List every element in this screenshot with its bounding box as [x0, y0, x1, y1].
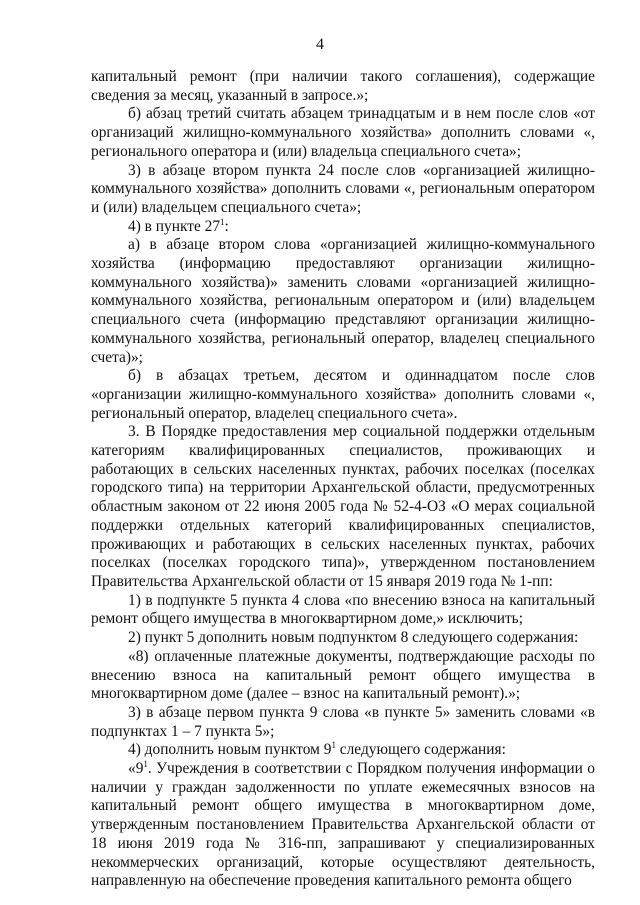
paragraph-text: . Учреждения в соответствии с Порядком получения информации о наличии у граждан задолженности по уплате ежемесячных взносов на капитальный ремонт общего имущества в многоквартирном доме, утвержденным постановлением Правительства Архангельской области от 18 июня 2019 года № 316-пп, запрашивают у специализированных некоммерческих организаций, которые осуществляют деятельность, направленную на обеспечение проведения капитального ремонта общего: [91, 760, 595, 890]
paragraph-p3: [91, 162, 595, 218]
paragraph-text: «9: [128, 760, 144, 778]
paragraph-text: «8) оплаченные платежные документы, подтверждающие расходы по внесению взноса на капитальный ремонт общего имущества в многоквартирном доме (далее – взнос на капитальный ремонт).»;: [91, 647, 595, 703]
superscript: 1: [331, 740, 336, 751]
paragraph-p11: [91, 704, 595, 741]
paragraph-p7: [91, 423, 595, 591]
document-body: [91, 68, 595, 891]
paragraph-p9: [91, 629, 595, 648]
page-number: 4: [316, 36, 324, 53]
paragraph-text: б) абзац третий считать абзацем тринадцатым и в нем после слов «от организаций жилищно-коммунального хозяйства» дополнить словами «, регионального оператора и (или) владельца специального счета»;: [91, 105, 595, 160]
paragraph-text: 3. В Порядке предоставления мер социальной поддержки отдельным категориям квалифицированных специалистов, проживающих и работающих в сельских населенных пунктах, рабочих поселках (поселках городского типа) на территории Архангельской области, предусмотренных областным законом от 22 июня 2005 года № 52-4-ОЗ «О мерах социальной поддержки отдельных категорий квалифицированных специалистов, проживающих и работающих в сельских населенных пунктах, рабочих поселках (поселках городского типа)», утвержденном постановлением Правительства Архангельской области от 15 января 2019 года № 1-пп:: [91, 423, 595, 590]
paragraph-p1: [91, 68, 595, 105]
paragraph-p4: [91, 218, 595, 237]
paragraph-p10: [91, 648, 595, 704]
paragraph-text: 4) в пункте 27: [128, 217, 221, 235]
paragraph-p2: [91, 105, 595, 161]
paragraph-text: следующего содержания:: [335, 741, 506, 759]
paragraph-text: 2) пункт 5 дополнить новым подпунктом 8 следующего содержания:: [128, 629, 579, 647]
superscript: 1: [143, 759, 148, 770]
paragraph-p6: [91, 367, 595, 423]
paragraph-p12: [91, 741, 595, 760]
paragraph-text: 1) в подпункте 5 пункта 4 слова «по внесению взноса на капитальный ремонт общего имущества в многоквартирном доме,» исключить;: [91, 591, 595, 628]
paragraph-text: 3) в абзаце втором пункта 24 после слов «организацией жилищно-коммунального хозяйства» дополнить словами «, региональным оператором и (или) владельцем специального счета»;: [91, 161, 595, 216]
paragraph-p5: [91, 236, 595, 367]
superscript: 1: [220, 216, 225, 227]
paragraph-text: 3) в абзаце первом пункта 9 слова «в пункте 5» заменить словами «в подпунктах 1 – 7 пункта 5»;: [91, 703, 595, 740]
paragraph-text: :: [224, 217, 229, 235]
paragraph-text: 4) дополнить новым пунктом 9: [128, 741, 332, 759]
paragraph-p8: [91, 592, 595, 629]
paragraph-text: б) в абзацах третьем, десятом и одиннадцатом после слов «организации жилищно-коммунального хозяйства» дополнить словами «, региональный оператор, владелец специального счета».: [91, 367, 595, 422]
paragraph-text: капитальный ремонт (при наличии такого соглашения), содержащие сведения за месяц, указанный в запросе.»;: [91, 68, 595, 104]
paragraph-p13: [91, 760, 595, 891]
paragraph-text: а) в абзаце втором слова «организацией жилищно-коммунального хозяйства (информацию предоставляют организации жилищно-коммунального хозяйства)» заменить словами «организацией жилищно-коммунального хозяйства, региональным оператором и (или) владельцем специального счета (информацию представляют организации жилищно-коммунального хозяйства, региональный оператор, владелец специального счета)»;: [91, 236, 595, 366]
